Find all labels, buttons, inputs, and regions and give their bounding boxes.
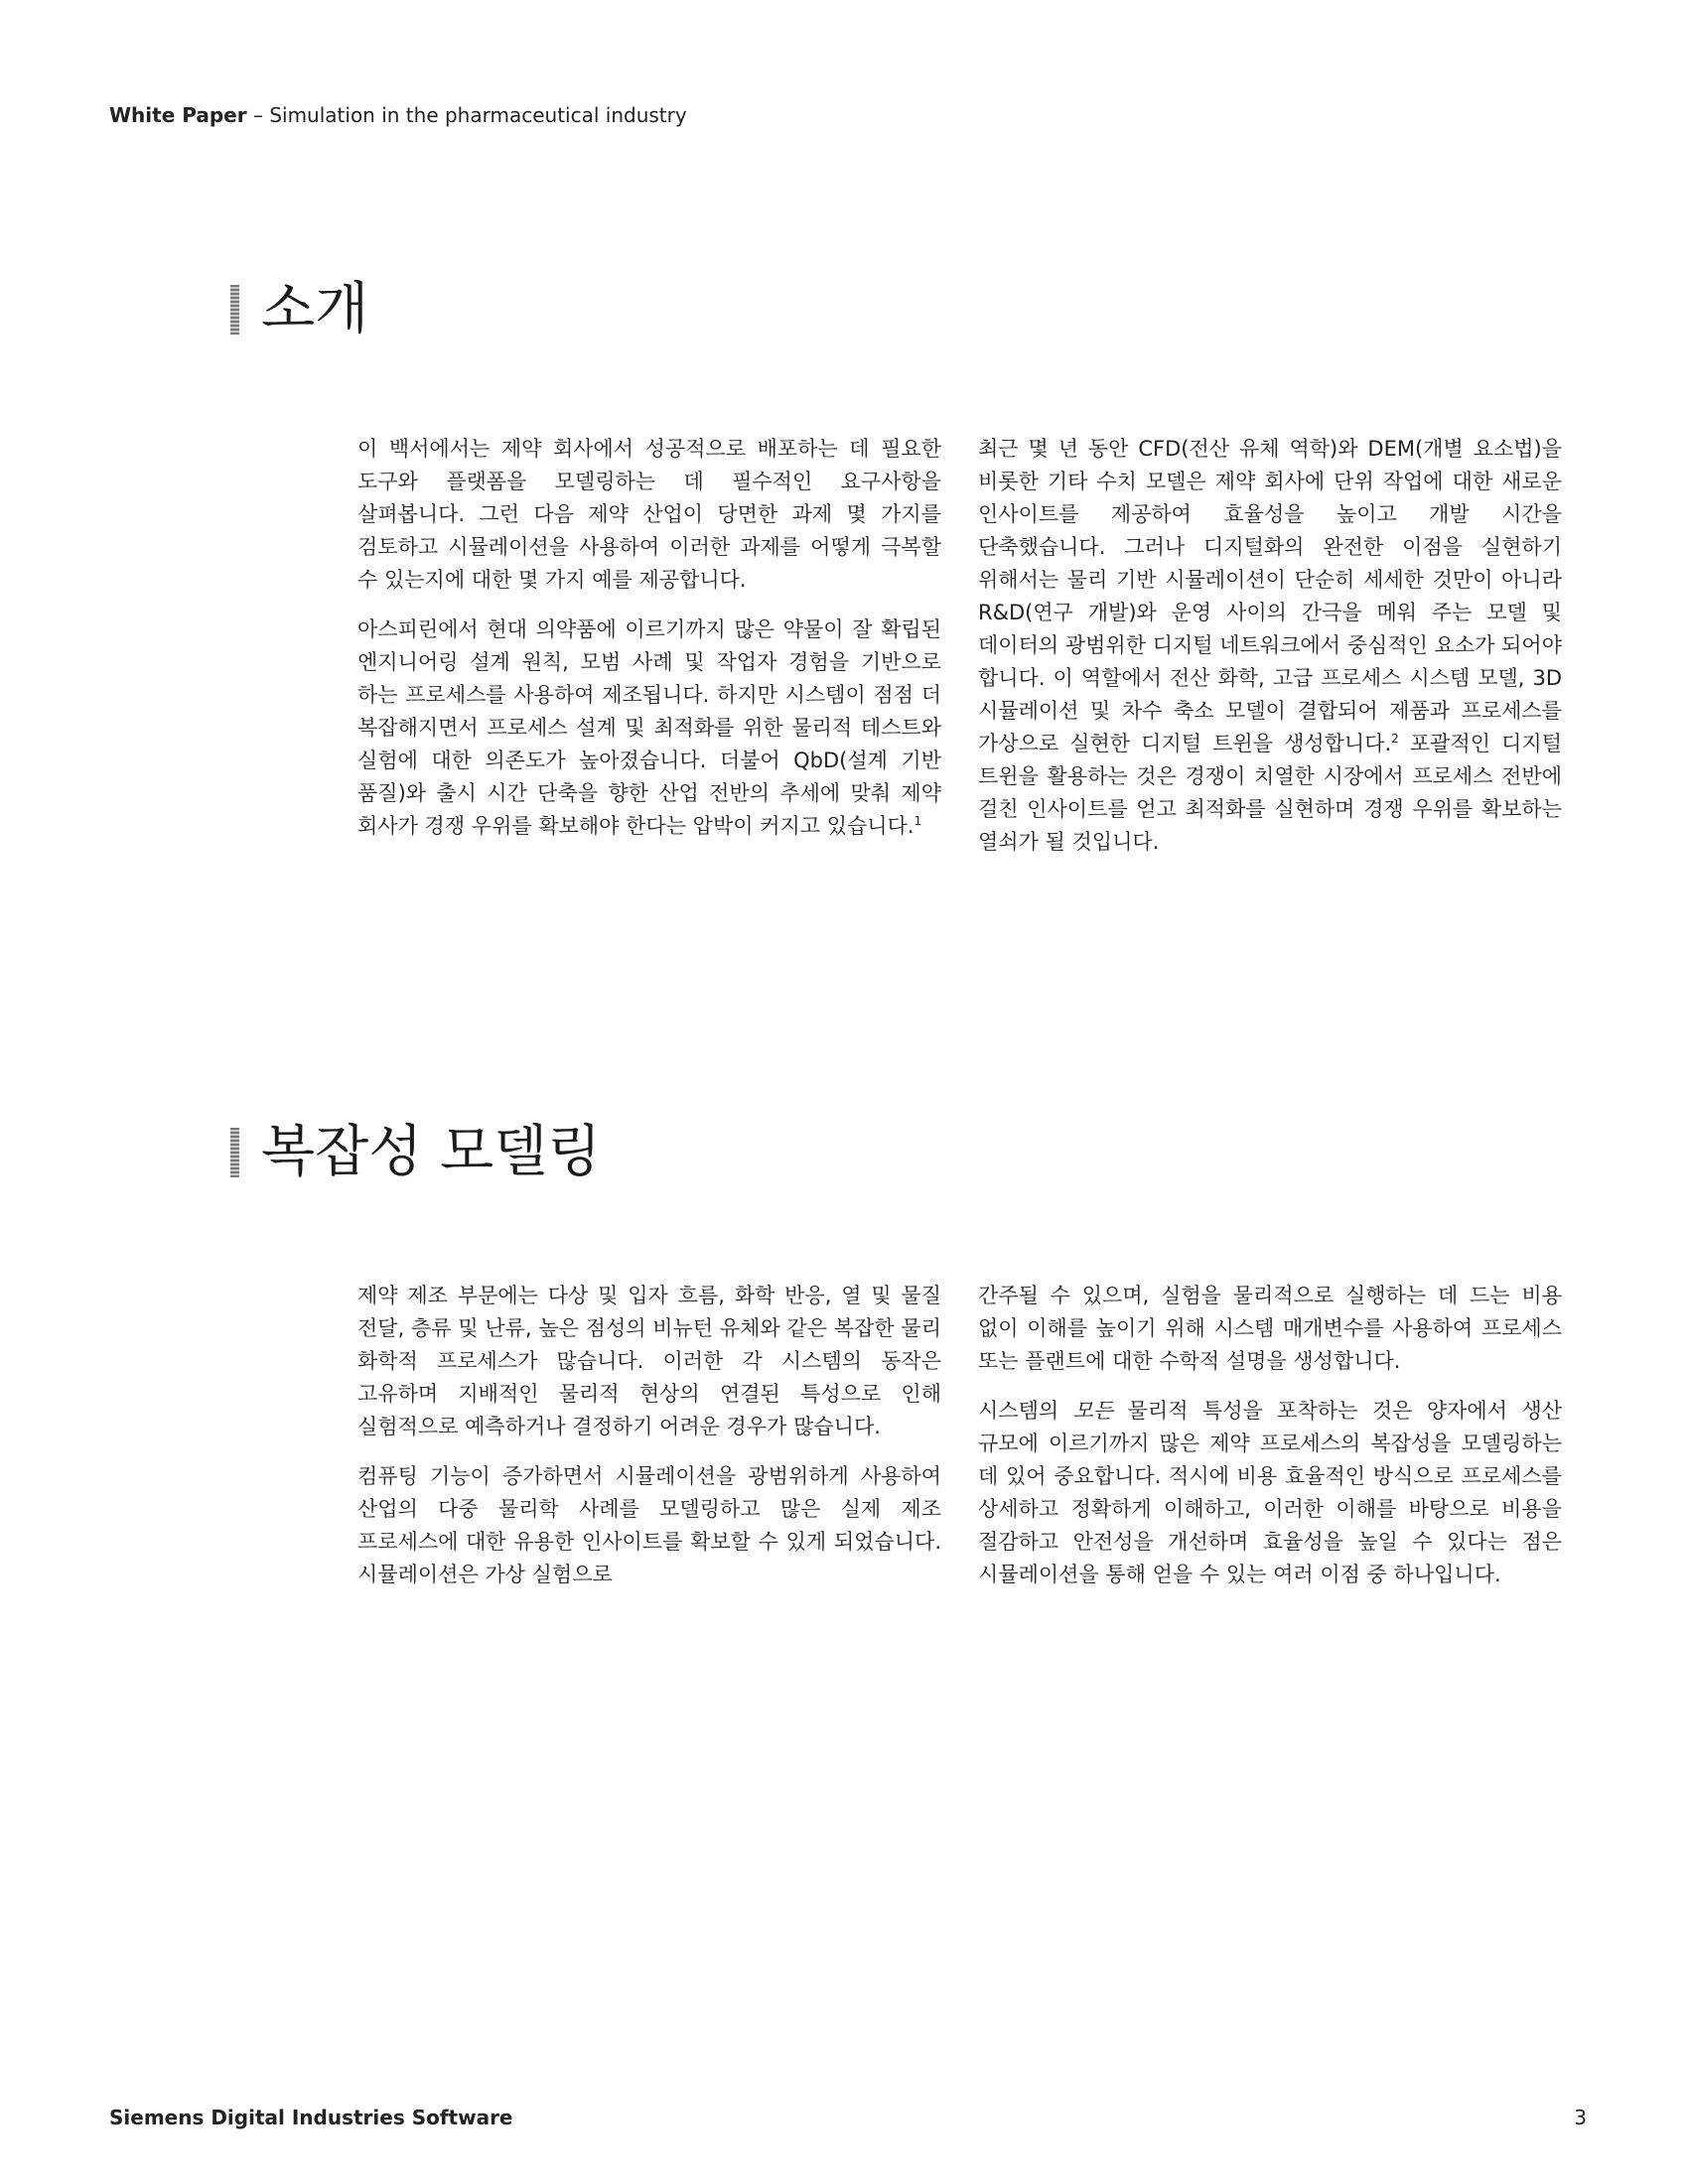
section-heading-complexity: [230, 1121, 601, 1184]
page-number: 3: [1574, 2106, 1587, 2129]
paragraph-text: 시스템의: [978, 1399, 1073, 1423]
header-title-bold: White Paper: [109, 103, 247, 127]
running-header: [109, 103, 687, 127]
paragraph-text: 물리적 특성을 포착하는 것은 양자에서 생산 규모에 이르기까지 많은 제약 프로세스의 복잡성을 모델링하는 데 있어 중요합니다. 적시에 비용 효율적인 방식으로 프로세스를 상세하고 정확하게 이해하고, 이러한 이해를 바탕으로 비용을 절감하고 안전성을 개선하며 효율성을 높일 수 있다는 점은 시뮬레이션을 통해 얻을 수 있는 여러 이점 중 하나입니다.: [978, 1399, 1562, 1586]
heading-marker: [230, 1128, 239, 1177]
section-title: 복잡성 모델링: [261, 1120, 602, 1184]
header-title-rest: – Simulation in the pharmaceutical industry: [246, 103, 687, 127]
section-title: 소개: [261, 277, 369, 341]
paragraph: 제약 제조 부문에는 다상 및 입자 흐름, 화학 반응, 열 및 물질 전달, 층류 및 난류, 높은 점성의 비뉴턴 유체와 같은 복잡한 물리 화학적 프로세스가 많습니다. 이러한 각 시스템의 동작은 고유하며 지배적인 물리적 현상의 연결된 특성으로 인해 실험적으로 예측하거나 결정하기 어려운 경우가 많습니다.: [357, 1284, 941, 1438]
footnote-ref: 2: [1391, 732, 1399, 746]
paragraph-text: 최근 몇 년 동안 CFD(전산 유체 역학)와 DEM(개별 요소법)을 비롯한 기타 수치 모델은 제약 회사에 단위 작업에 대한 새로운 인사이트를 제공하여 효율성을 높이고 개발 시간을 단축했습니다. 그러나 디지털화의 완전한 이점을 실현하기 위해서는 물리 기반 시뮬레이션이 단순히 세세한 것만이 아니라 R&D(연구 개발)와 운영 사이의 간극을 메워 주는 모델 및 데이터의 광범위한 디지털 네트워크에서 중심적인 요소가 되어야 합니다. 이 역할에서 전산 화학, 고급 프로세스 시스템 모델, 3D 시뮬레이션 및 차수 축소 모델이 결합되어 제품과 프로세스를 가상으로 실현한 디지털 트윈을 생성합니다.: [978, 437, 1562, 755]
paragraph: [978, 1395, 1562, 1591]
paragraph-text: 아스피린에서 현대 의약품에 이르기까지 많은 약물이 잘 확립된 엔지니어링 설계 원칙, 모범 사례 및 작업자 경험을 기반으로 하는 프로세스를 사용하여 제조됩니다. 하지만 시스템이 점점 더 복잡해지면서 프로세스 설계 및 최적화를 위한 물리적 테스트와 실험에 대한 의존도가 높아졌습니다. 더불어 QbD(설계 기반 품질)와 출시 시간 단축을 향한 산업 전반의 추세에 맞춰 제약 회사가 경쟁 우위를 확보해야 한다는 압박이 커지고 있습니다.: [357, 617, 941, 838]
paragraph: [357, 614, 941, 843]
footer-company: Siemens Digital Industries Software: [109, 2106, 513, 2129]
intro-left-column: [357, 433, 941, 860]
footnote-ref: 1: [914, 814, 922, 828]
intro-right-column: [978, 433, 1562, 876]
complexity-left-column: [357, 1280, 941, 1608]
paragraph: 컴퓨팅 기능이 증가하면서 시뮬레이션을 광범위하게 사용하여 산업의 다중 물리학 사례를 모델링하고 많은 실제 제조 프로세스에 대한 유용한 인사이트를 확보할 수 있게 되었습니다. 시뮬레이션은 가상 실험으로: [357, 1464, 941, 1586]
complexity-right-column: [978, 1280, 1562, 1608]
section-heading-intro: [230, 278, 368, 341]
paragraph: 간주될 수 있으며, 실험을 물리적으로 실행하는 데 드는 비용 없이 이해를 높이기 위해 시스템 매개변수를 사용하여 프로세스 또는 플랜트에 대한 수학적 설명을 생성합니다.: [978, 1284, 1562, 1373]
heading-marker: [230, 285, 239, 335]
paragraph-text: 포괄적인 디지털 트윈을 활용하는 것은 경쟁이 치열한 시장에서 프로세스 전반에 걸친 인사이트를 얻고 최적화를 실현하며 경쟁 우위를 확보하는 열쇠가 될 것입니다.: [978, 732, 1562, 854]
paragraph: 이 백서에서는 제약 회사에서 성공적으로 배포하는 데 필요한 도구와 플랫폼을 모델링하는 데 필수적인 요구사항을 살펴봅니다. 그런 다음 제약 산업이 당면한 과제 몇 가지를 검토하고 시뮬레이션을 사용하여 이러한 과제를 어떻게 극복할 수 있는지에 대한 몇 가지 예를 제공합니다.: [357, 437, 941, 592]
emphasis-text: 모든: [1072, 1399, 1114, 1423]
paragraph: [978, 433, 1562, 859]
